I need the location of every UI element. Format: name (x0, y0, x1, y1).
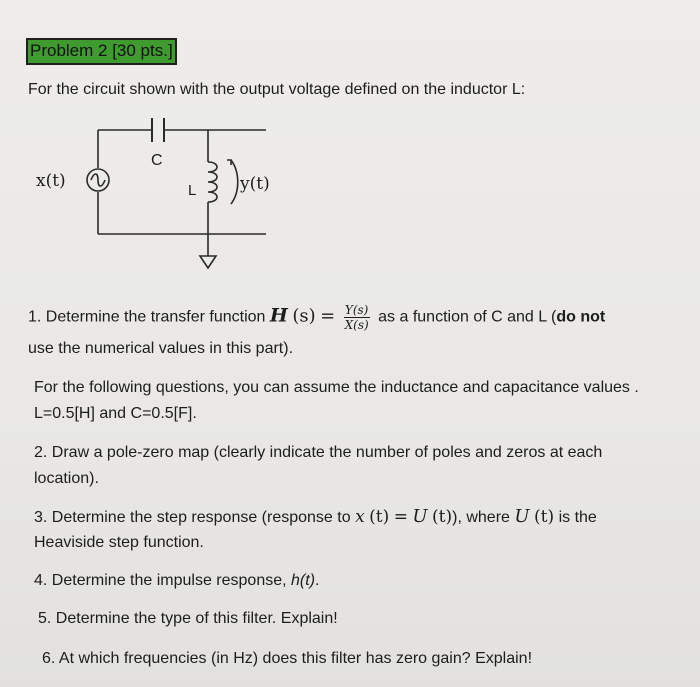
q1-frac-numerator: Y(s) (344, 303, 369, 317)
q1-prefix: 1. Determine the transfer function (28, 308, 266, 326)
question-4 (34, 571, 319, 591)
q3-U-symbol: U (412, 506, 428, 527)
question-2-line-2: location). (34, 470, 99, 487)
output-arrow-arc (231, 160, 238, 204)
q3-x-symbol: x (355, 507, 365, 527)
source-sine (91, 174, 105, 186)
q1-middle: as a function of C and L ( (378, 308, 557, 326)
q4-prefix: 4. Determine the impulse response, (34, 572, 287, 589)
problem-title: Problem 2 [30 pts.] (26, 38, 177, 65)
q1-H-symbol: H (269, 304, 288, 327)
question-5: 5. Determine the type of this filter. Explain! (38, 610, 338, 627)
question-3-line-1 (34, 507, 597, 528)
q3-mid: ), where (452, 509, 510, 526)
question-1-line-2: use the numerical values in this part). (28, 340, 294, 357)
question-2-line-1: 2. Draw a pole-zero map (clearly indicate the number of poles and zeros at each (34, 444, 603, 461)
q3-t-arg: (t) (369, 507, 390, 527)
q1-equals: = (320, 305, 336, 327)
question-1-line-1 (28, 303, 605, 332)
intro-text: For the circuit shown with the output voltage defined on the inductor L: (28, 81, 526, 98)
assumption-line-2: L=0.5[H] and C=0.5[F]. (34, 405, 197, 422)
q4-suffix: . (315, 572, 320, 589)
q3-suffix: is the (558, 509, 597, 526)
inductor-label: L (188, 182, 197, 199)
capacitor-label: C (151, 152, 163, 169)
inductor-coil (208, 162, 217, 202)
output-label: y(t) (240, 174, 270, 194)
assumption-line-1: For the following questions, you can assume the inductance and capacitance values . (34, 379, 639, 396)
q3-t-arg-3: (t) (534, 507, 555, 527)
output-arrow-head (227, 160, 231, 165)
q3-U-symbol-2: U (514, 506, 530, 527)
q1-fraction (344, 303, 370, 332)
circuit-diagram (28, 110, 288, 280)
question-6: 6. At which frequencies (in Hz) does this filter has zero gain? Explain! (42, 650, 533, 667)
q3-prefix: 3. Determine the step response (response to (34, 509, 351, 526)
source-label: x(t) (36, 171, 66, 191)
q1-frac-denominator: X(s) (344, 318, 369, 332)
q3-t-arg-2: (t) (432, 507, 453, 527)
question-3-line-2: Heaviside step function. (34, 534, 204, 551)
q1-s-arg: (s) (292, 305, 316, 327)
q3-equals: = (393, 507, 408, 527)
ground-symbol (200, 256, 216, 268)
q1-bold-part: do not (556, 308, 606, 326)
q4-ht: h(t) (291, 572, 316, 589)
